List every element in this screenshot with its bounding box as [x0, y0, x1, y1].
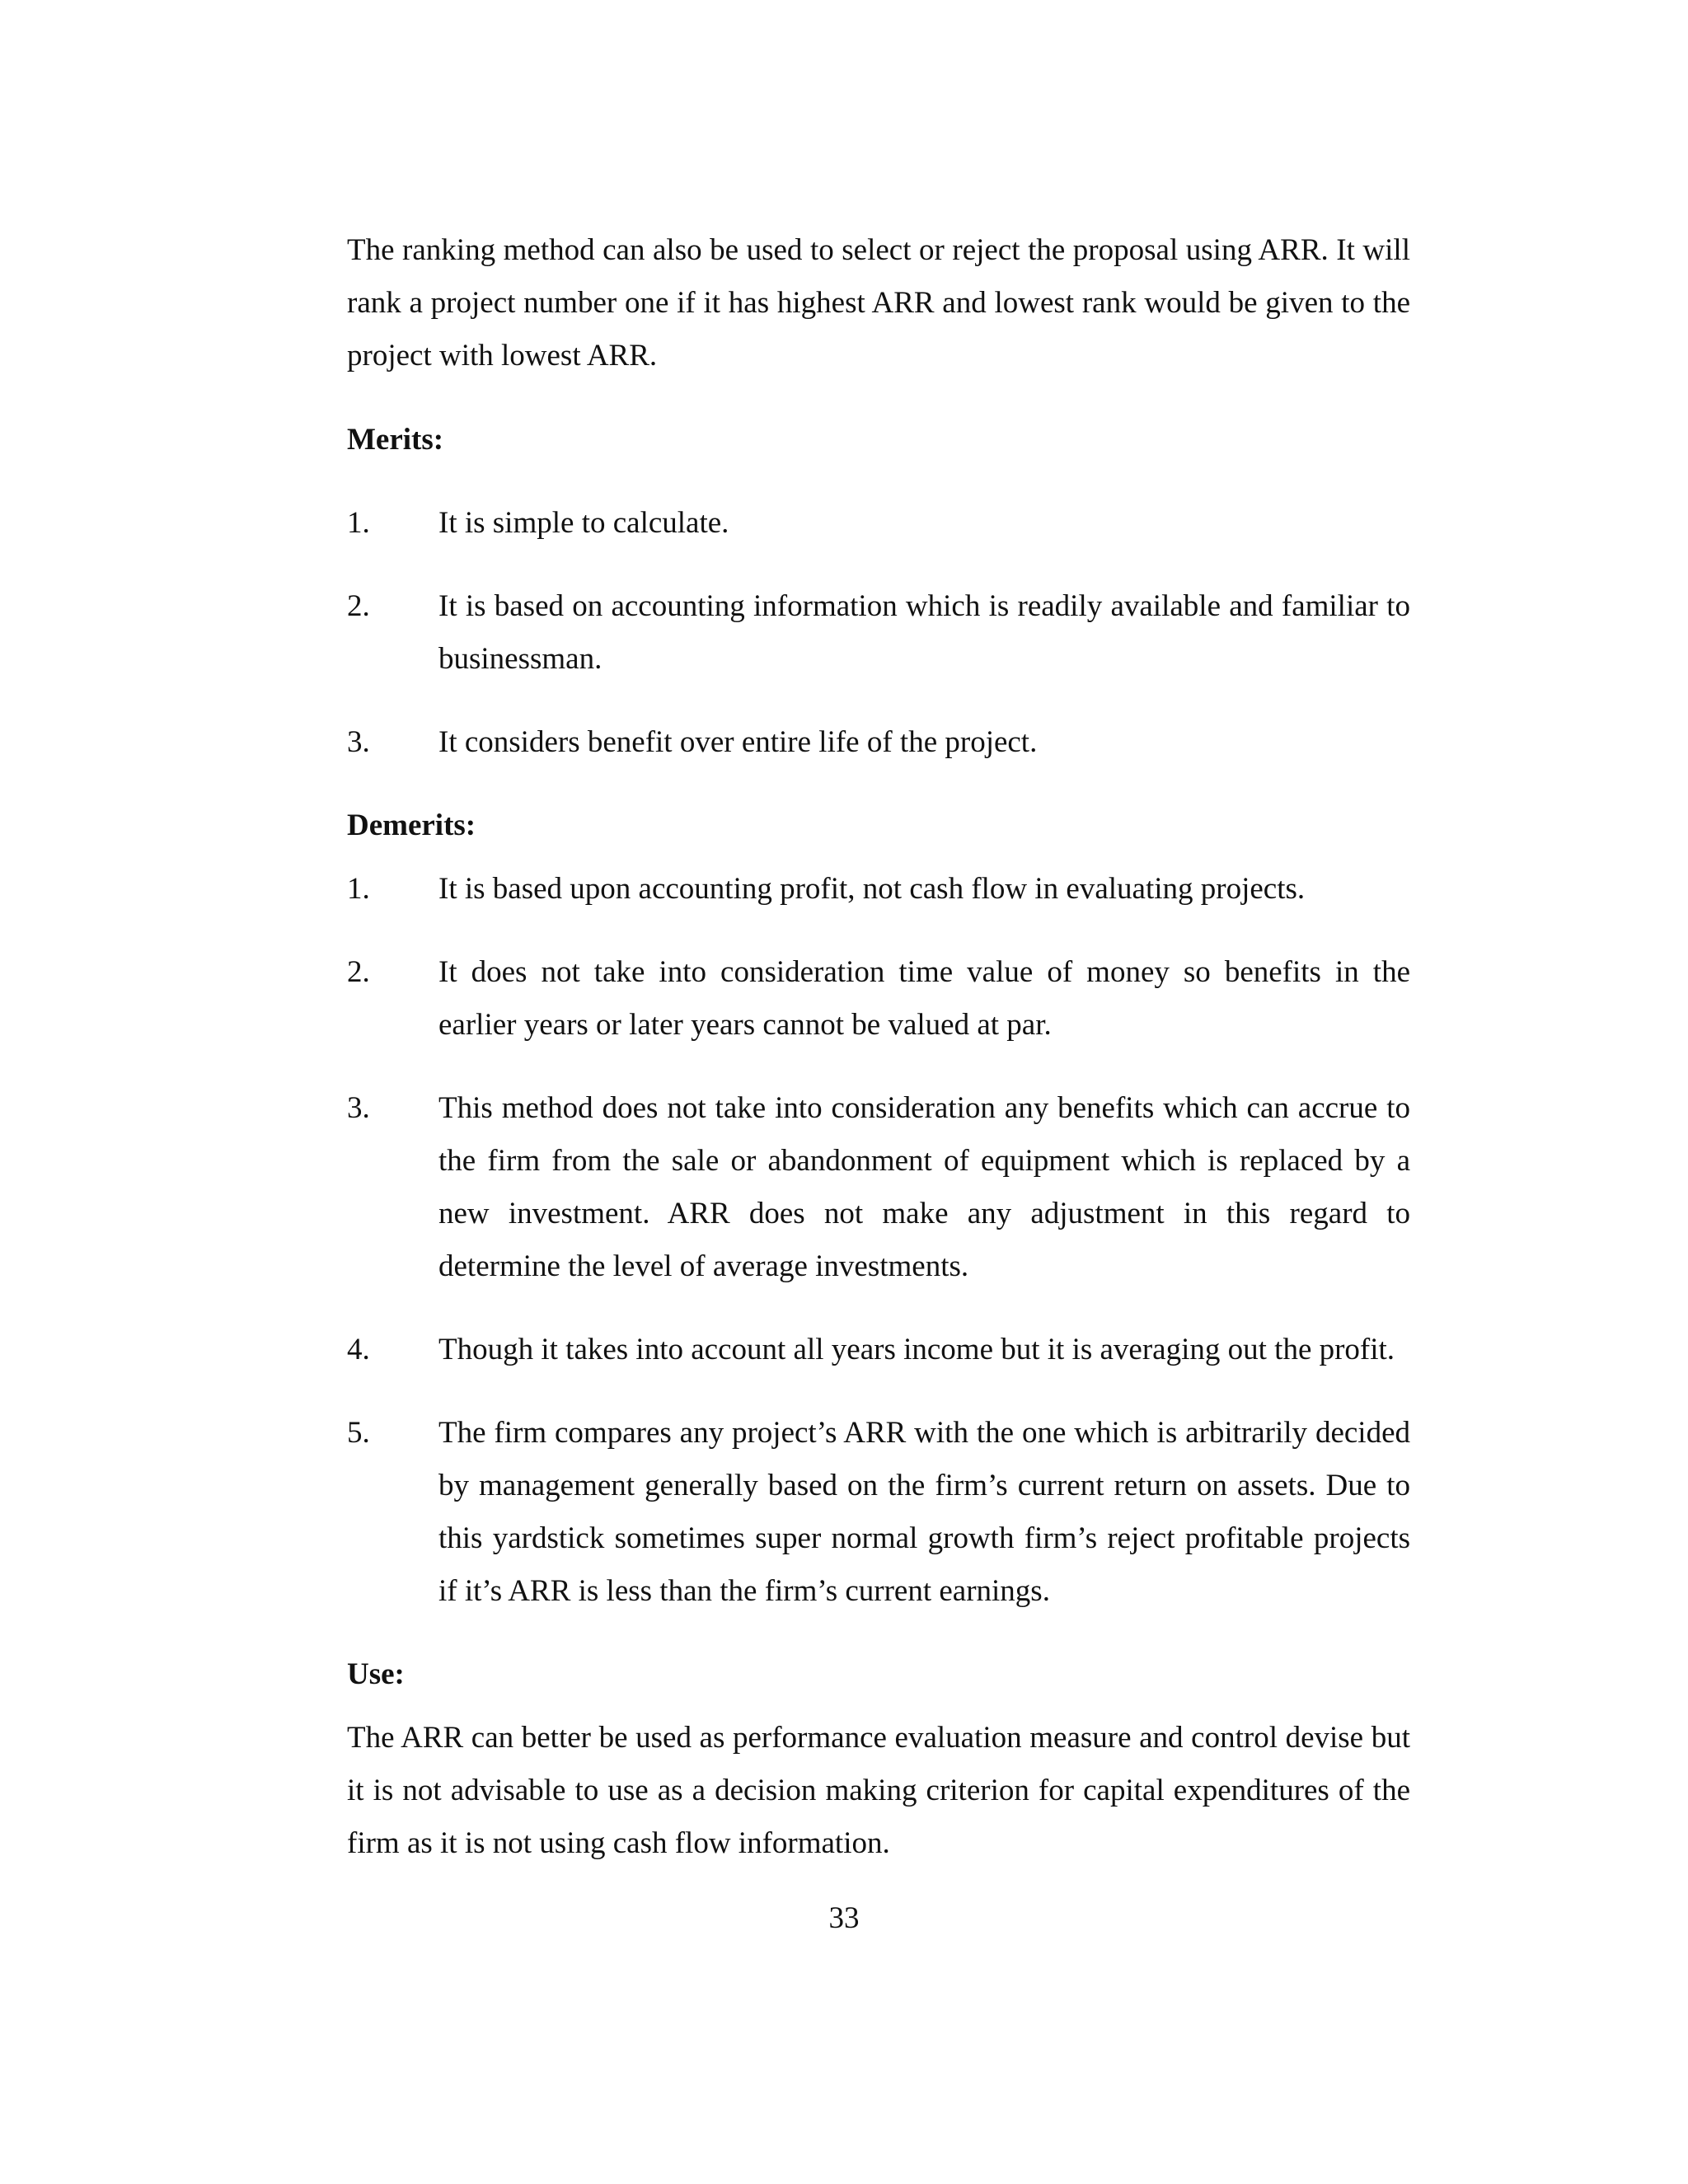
- item-text: It considers benefit over entire life of the project.: [438, 725, 1038, 759]
- merits-heading: Merits:: [347, 423, 444, 457]
- item-text: The firm compares any project’s ARR with the one which is arbitrarily decided by management generally based on the firm’s current return on assets. Due to this yardstick sometimes super normal growth firm’s reject profitable projects if it’s ARR is less than the firm’s current earnings.: [438, 1416, 1410, 1608]
- item-number: 4.: [347, 1333, 370, 1366]
- demerits-list: [347, 863, 1410, 1618]
- item-number: 2.: [347, 589, 370, 623]
- document-page: [347, 224, 1410, 1870]
- item-number: 3.: [347, 725, 370, 759]
- merits-item: [347, 497, 1410, 550]
- item-number: 1.: [347, 872, 370, 906]
- item-text: It is based on accounting information which is readily available and familiar to businessman.: [438, 589, 1410, 676]
- demerits-item: [347, 1324, 1410, 1376]
- item-text: It is based upon accounting profit, not cash flow in evaluating projects.: [438, 872, 1306, 906]
- item-number: 1.: [347, 506, 370, 540]
- use-paragraph: The ARR can better be used as performance evaluation measure and control devise but it is not advisable to use as a decision making criterion for capital expenditures of the firm as it is not using cash flow information.: [347, 1721, 1410, 1860]
- use-heading: Use:: [347, 1657, 405, 1691]
- demerits-item: [347, 1082, 1410, 1293]
- item-text: Though it takes into account all years income but it is averaging out the profit.: [438, 1333, 1395, 1366]
- merits-item: [347, 580, 1410, 686]
- demerits-item: [347, 1407, 1410, 1618]
- page-number: 33: [828, 1901, 860, 1935]
- intro-paragraph: The ranking method can also be used to select or reject the proposal using ARR. It will rank a project number one if it has highest ARR and lowest rank would be given to the project with lowest ARR.: [347, 233, 1410, 373]
- item-text: It is simple to calculate.: [438, 506, 729, 540]
- item-number: 2.: [347, 955, 370, 989]
- merits-list: [347, 497, 1410, 769]
- demerits-item: [347, 863, 1410, 916]
- demerits-item: [347, 946, 1410, 1052]
- merits-item: [347, 716, 1410, 769]
- item-number: 3.: [347, 1091, 370, 1125]
- item-text: It does not take into consideration time value of money so benefits in the earlier years or later years cannot be valued at par.: [438, 955, 1410, 1042]
- item-text: This method does not take into consideration any benefits which can accrue to the firm from the sale or abandonment of equipment which is replaced by a new investment. ARR does not make any adjustment in this regard to determine the level of average investments.: [438, 1091, 1410, 1283]
- item-number: 5.: [347, 1416, 370, 1450]
- demerits-heading: Demerits:: [347, 808, 476, 842]
